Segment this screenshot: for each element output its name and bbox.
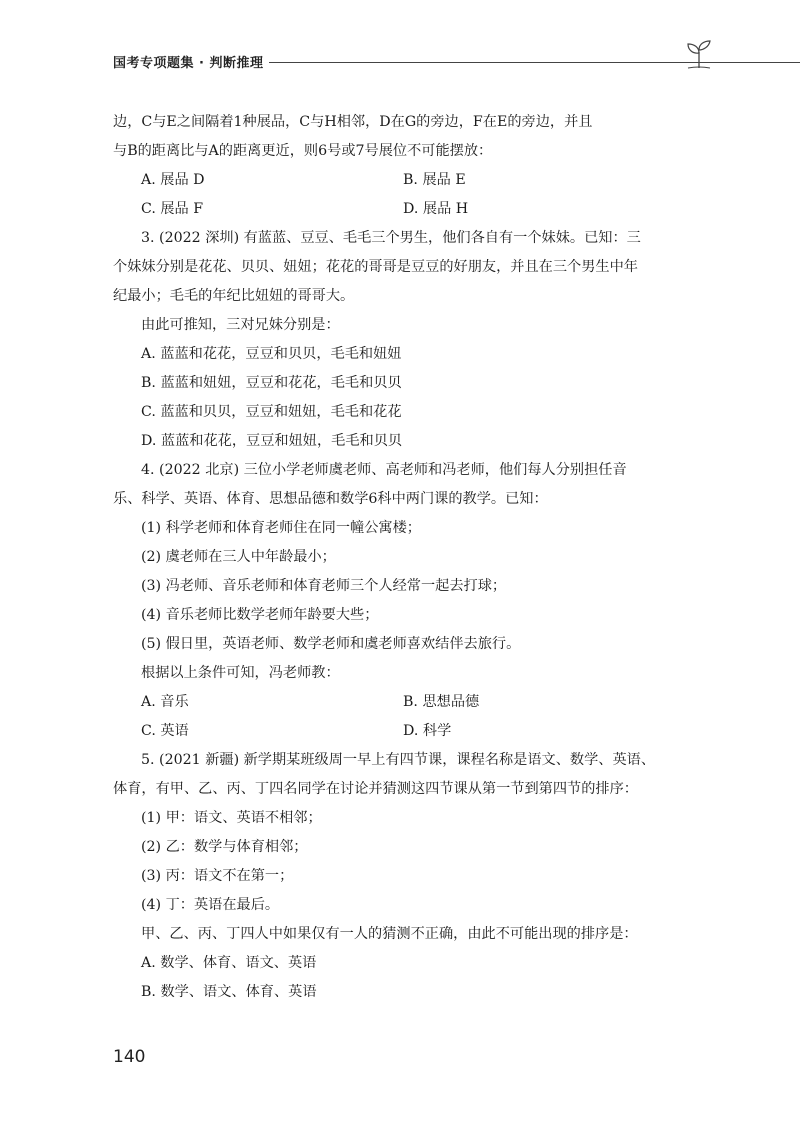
condition-item: (1) 科学老师和体育老师住在同一幢公寓楼；: [141, 520, 421, 536]
header-title: 国考专项题集 · 判断推理: [113, 56, 264, 71]
condition-item: (2) 虞老师在三人中年龄最小；: [141, 549, 336, 565]
option-c: C. 英语: [141, 723, 189, 739]
question-3-prompt: 由此可推知，三对兄妹分别是：: [141, 317, 340, 333]
page-header: [113, 52, 713, 72]
condition-item: (1) 甲：语文、英语不相邻；: [141, 810, 322, 826]
option-b: B. 蓝蓝和妞妞，豆豆和花花，毛毛和贝贝: [141, 375, 402, 391]
question-3-stem: 3. (2022 深圳) 有蓝蓝、豆豆、毛毛三个男生，他们各自有一个妹妹。已知：三: [141, 230, 641, 246]
options-row: [113, 166, 695, 195]
option-a: A. 蓝蓝和花花，豆豆和贝贝，毛毛和妞妞: [141, 346, 402, 362]
condition-item: (3) 冯老师、音乐老师和体育老师三个人经常一起去打球；: [141, 578, 507, 594]
question-5-stem: 5. (2021 新疆) 新学期某班级周一早上有四节课，课程名称是语文、数学、英语、: [141, 752, 656, 768]
option-b: B. 数学、语文、体育、英语: [141, 984, 317, 1000]
option-d: D. 科学: [403, 723, 452, 739]
condition-item: (5) 假日里，英语老师、数学老师和虞老师喜欢结伴去旅行。: [141, 636, 521, 652]
option-d: D. 蓝蓝和花花，豆豆和妞妞，毛毛和贝贝: [141, 433, 403, 449]
condition-item: (3) 丙：语文不在第一；: [141, 868, 294, 884]
option-a: A. 数学、体育、语文、英语: [141, 955, 317, 971]
text-line: 纪最小；毛毛的年纪比妞妞的哥哥大。: [113, 288, 355, 304]
text-line: 乐、科学、英语、体育、思想品德和数学6科中两门课的教学。已知：: [113, 491, 548, 507]
header-rule: [269, 62, 800, 63]
option-c: C. 展品 F: [141, 201, 204, 217]
options-row: [113, 688, 695, 717]
sprout-icon: [684, 38, 714, 72]
option-d: D. 展品 H: [403, 201, 469, 217]
question-4-prompt: 根据以上条件可知，冯老师教：: [141, 665, 340, 681]
question-5-prompt: 甲、乙、丙、丁四人中如果仅有一人的猜测不正确，由此不可能出现的排序是：: [141, 926, 638, 942]
condition-item: (4) 音乐老师比数学老师年龄要大些；: [141, 607, 379, 623]
options-row: [113, 195, 695, 224]
options-row: [113, 717, 695, 746]
page-number: 140: [113, 1047, 146, 1067]
option-a: A. 展品 D: [141, 172, 205, 188]
text-line: 个妹妹分别是花花、贝贝、妞妞；花花的哥哥是豆豆的好朋友，并且在三个男生中年: [113, 259, 638, 275]
condition-item: (4) 丁：英语在最后。: [141, 897, 280, 913]
condition-item: (2) 乙：数学与体育相邻；: [141, 839, 308, 855]
text-line: 体育，有甲、乙、丙、丁四名同学在讨论并猜测这四节课从第一节到第四节的排序：: [113, 781, 638, 797]
text-line: 与B的距离比与A的距离更近，则6号或7号展位不可能摆放：: [113, 143, 493, 159]
option-b: B. 思想品德: [403, 694, 480, 710]
page-body: [113, 108, 695, 1007]
option-b: B. 展品 E: [403, 172, 466, 188]
question-4-stem: 4. (2022 北京) 三位小学老师虞老师、高老师和冯老师，他们每人分别担任音: [141, 462, 627, 478]
text-line: 边，C与E之间隔着1种展品，C与H相邻，D在G的旁边，F在E的旁边，并且: [113, 114, 593, 130]
option-c: C. 蓝蓝和贝贝，豆豆和妞妞，毛毛和花花: [141, 404, 402, 420]
option-a: A. 音乐: [141, 694, 189, 710]
